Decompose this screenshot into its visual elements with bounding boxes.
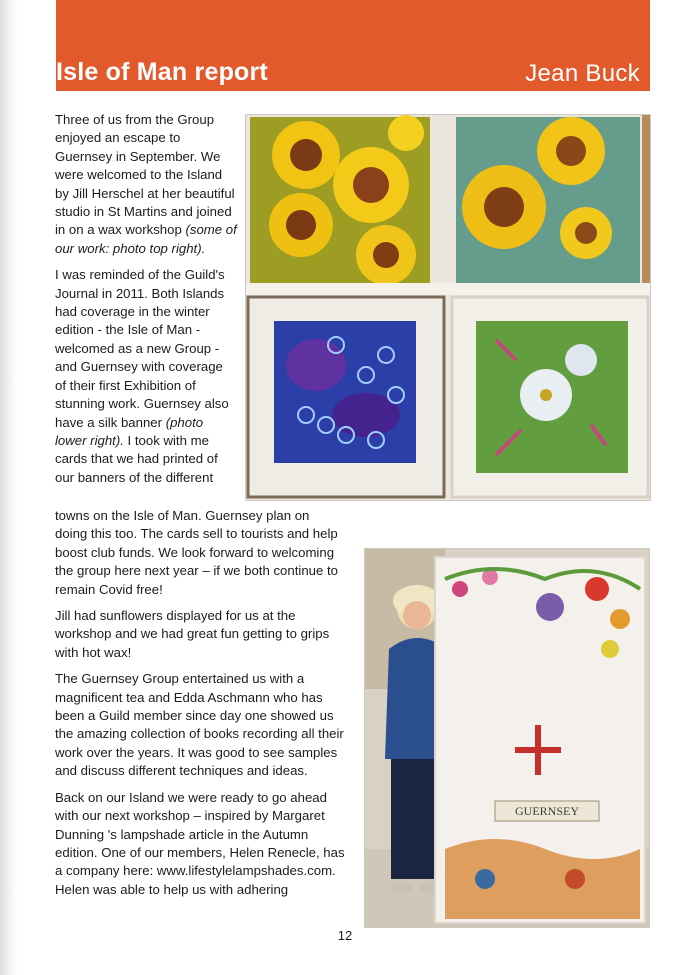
paragraph-2-text: I was reminded of the Guild's Journal in 2011. Both Islands had coverage in the winter edition - the Isle of Man - welcomed as a new Group - and Guernsey with coverage of their first Exhibition of stunning work. Guernsey also have a silk banner [55, 267, 229, 430]
article-column-top [55, 111, 237, 495]
page-edge-shadow [0, 0, 18, 975]
paragraph-1-italic: (some of our work: photo top right). [55, 222, 237, 256]
banner-label: GUERNSEY [514, 804, 580, 818]
article-author: Jean Buck [525, 60, 640, 87]
paragraph-2-tail: I took with me cards that we had printed of our banners of the different [55, 432, 218, 485]
paragraph-2-start [55, 266, 237, 487]
paragraph-2-continued: towns on the Isle of Man. Guernsey plan on doing this too. The cards sell to tourists and help boost club funds. We look forward to welcoming the group here next year – if we both continue to remain Covid free! [55, 508, 338, 597]
header-rule [56, 89, 650, 91]
paragraph-4: The Guernsey Group entertained us with a magnificent tea and Edda Aschmann who has been a Guild member since day one showed us the amazing collection of books recording all their work over the years. It was good to see samples and discuss different techniques and ideas. [55, 671, 344, 779]
article-title: Isle of Man report [56, 58, 268, 86]
paragraph-1-text: Three of us from the Group enjoyed an escape to Guernsey in September. We were welcomed to the Island by Jill Herschel at her beautiful studio in St Martins and joined in on a wax workshop [55, 112, 235, 238]
article-column-bottom [55, 507, 345, 907]
paragraph-1 [55, 111, 237, 258]
silk-paintings-illustration [246, 115, 650, 500]
page-number: 12 [337, 928, 353, 943]
photo-guernsey-banner [364, 548, 650, 928]
paragraph-5: Back on our Island we were ready to go ahead with our next workshop – inspired by Margaret Dunning 's lampshade article in the Autumn edition. One of our members, Helen Renecle, has a company here: www.lifestylelampshades.com. Helen was able to help us with adhering [55, 789, 345, 897]
photo-silk-paintings [245, 114, 651, 501]
guernsey-banner-illustration [365, 549, 649, 927]
paragraph-3: Jill had sunflowers displayed for us at the workshop and we had great fun getting to grips with hot wax! [55, 608, 330, 660]
paragraph-2-italic: (photo lower right). [55, 414, 204, 448]
